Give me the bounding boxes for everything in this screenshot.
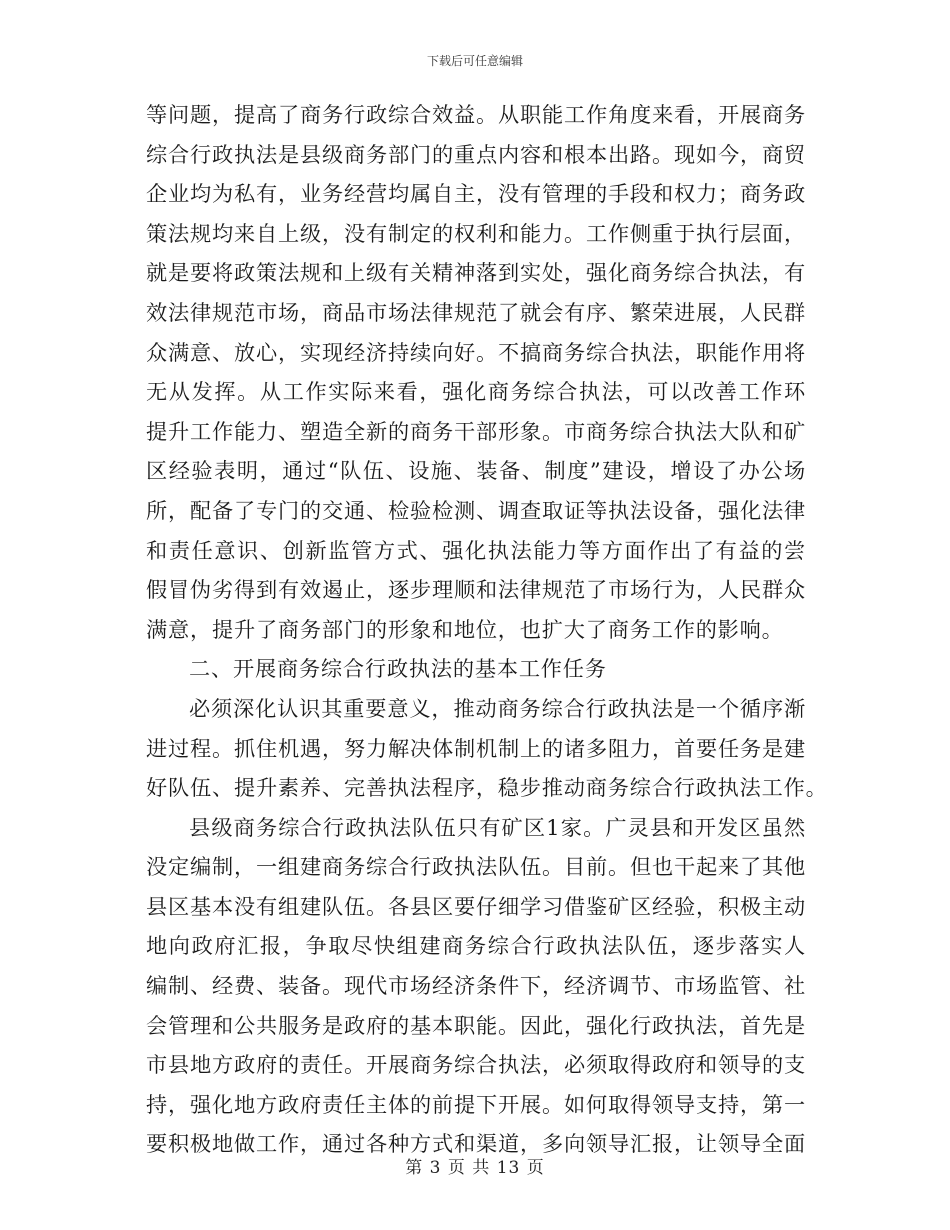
text-line: 所，配备了专门的交通、检验检测、调查取证等执法设备，强化法律	[146, 497, 806, 523]
text-line: 综合行政执法是县级商务部门的重点内容和根本出路。现如今，商贸	[146, 141, 806, 167]
text-line: 满意，提升了商务部门的形象和地位，也扩大了商务工作的影响。	[146, 616, 784, 642]
text-line: 市县地方政府的责任。开展商务综合执法，必须取得政府和领导的支	[146, 1052, 806, 1078]
page-number-footer: 第 3 页 共 13 页	[405, 1158, 545, 1178]
text-line: 和责任意识、创新监管方式、强化执法能力等方面作出了有益的尝	[146, 537, 806, 563]
text-line: 编制、经费、装备。现代市场经济条件下，经济调节、市场监管、社	[146, 973, 806, 999]
text-line: 区经验表明，通过“队伍、设施、装备、制度”建设，增设了办公场	[146, 458, 806, 484]
text-line: 进过程。抓住机遇，努力解决体制机制上的诸多阻力，首要任务是建	[146, 735, 806, 761]
text-line: 必须深化认识其重要意义，推动商务综合行政执法是一个循序渐	[189, 695, 806, 721]
page-header: 下载后可任意编辑	[426, 54, 523, 68]
text-line: 要积极地做工作，通过各种方式和渠道，多向领导汇报，让领导全面	[146, 1131, 806, 1157]
text-line: 县级商务综合行政执法队伍只有矿区1家。广灵县和开发区虽然	[189, 814, 806, 840]
text-line: 众满意、放心，实现经济持续向好。不搞商务综合执法，职能作用将	[146, 339, 806, 365]
text-line: 策法规均来自上级，没有制定的权利和能力。工作侧重于执行层面，	[146, 220, 806, 246]
text-line: 持，强化地方政府责任主体的前提下开展。如何取得领导支持，第一	[146, 1091, 806, 1117]
text-line: 提升工作能力、塑造全新的商务干部形象。市商务综合执法大队和矿	[146, 418, 806, 444]
text-line: 地向政府汇报，争取尽快组建商务综合行政执法队伍，逐步落实人	[146, 933, 806, 959]
text-line: 好队伍、提升素养、完善执法程序，稳步推动商务综合行政执法工作。	[146, 775, 828, 801]
text-line: 会管理和公共服务是政府的基本职能。因此，强化行政执法，首先是	[146, 1012, 806, 1038]
text-line: 无从发挥。从工作实际来看，强化商务综合执法，可以改善工作环	[146, 379, 806, 405]
text-line: 就是要将政策法规和上级有关精神落到实处，强化商务综合执法，有	[146, 260, 806, 286]
text-line: 假冒伪劣得到有效遏止，逐步理顺和法律规范了市场行为，人民群众	[146, 577, 806, 603]
section-heading: 二、开展商务综合行政执法的基本工作任务	[189, 656, 607, 682]
text-line: 效法律规范市场，商品市场法律规范了就会有序、繁荣进展，人民群	[146, 299, 806, 325]
text-line: 企业均为私有，业务经营均属自主，没有管理的手段和权力；商务政	[146, 181, 806, 207]
text-line: 等问题，提高了商务行政综合效益。从职能工作角度来看，开展商务	[146, 102, 806, 127]
document-body	[146, 95, 828, 1164]
text-line: 县区基本没有组建队伍。各县区要仔细学习借鉴矿区经验，积极主动	[146, 893, 806, 919]
text-line: 没定编制，一组建商务综合行政执法队伍。目前。但也干起来了其他	[146, 854, 806, 880]
